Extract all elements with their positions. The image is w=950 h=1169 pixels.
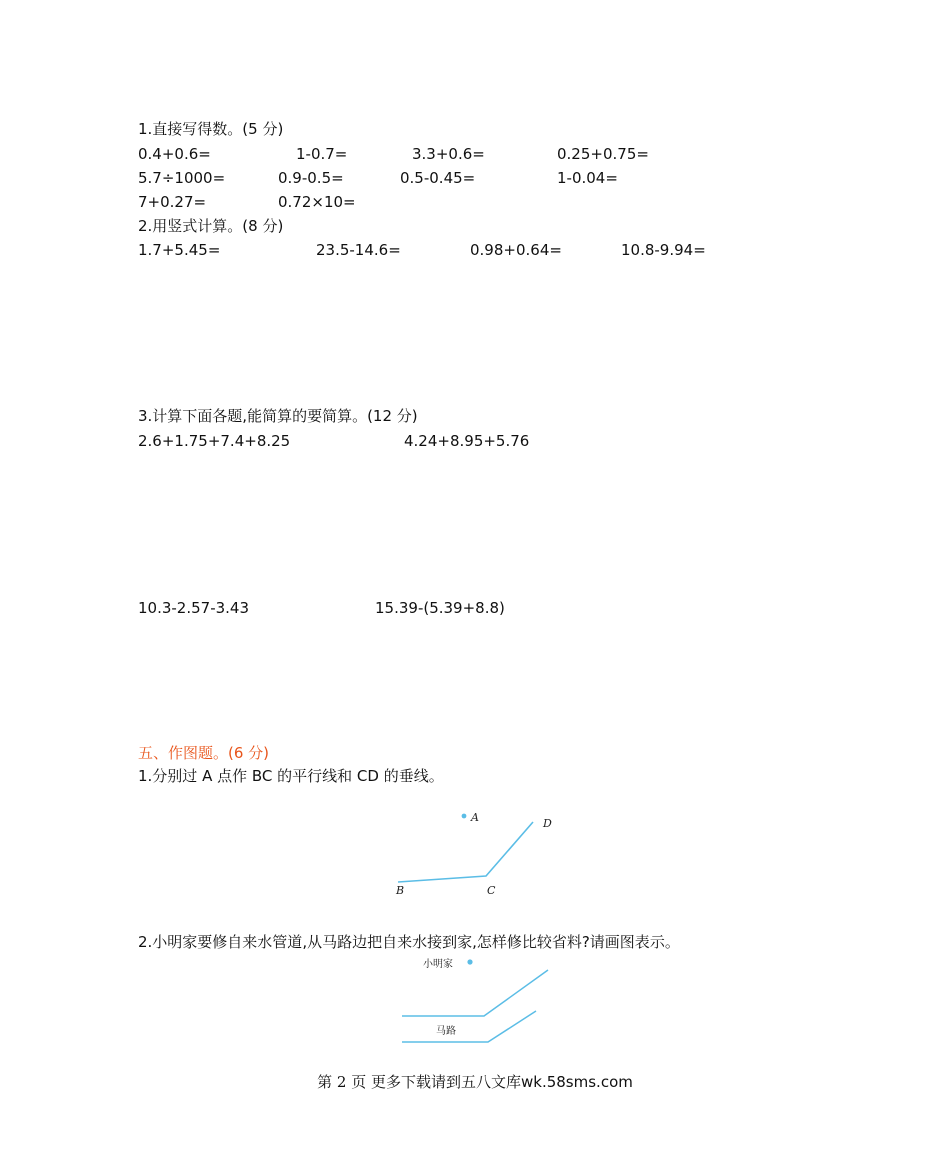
- section5-heading: 五、作图题。(6 分): [138, 744, 270, 762]
- q2-item: 1.7+5.45=: [138, 241, 221, 259]
- q3-item: 4.24+8.95+5.76: [404, 432, 530, 450]
- label-a: A: [471, 811, 479, 824]
- q3-item: 2.6+1.75+7.4+8.25: [138, 432, 291, 450]
- draw-q2-text: 2.小明家要修自来水管道,从马路边把自来水接到家,怎样修比较省料?请画图表示。: [138, 933, 680, 951]
- q3-item: 10.3-2.57-3.43: [138, 599, 250, 617]
- site-link[interactable]: wk.58sms.com: [521, 1073, 633, 1091]
- q1-item: 0.4+0.6=: [138, 145, 211, 163]
- q3-title: 3.计算下面各题,能简算的要简算。(12 分): [138, 407, 418, 425]
- segment-b-c-d: [398, 822, 533, 882]
- draw-q1-text: 1.分别过 A 点作 BC 的平行线和 CD 的垂线。: [138, 767, 444, 785]
- q2-title: 2.用竖式计算。(8 分): [138, 217, 284, 235]
- q1-item: 7+0.27=: [138, 193, 207, 211]
- q2-item: 0.98+0.64=: [470, 241, 562, 259]
- home-dot: [467, 959, 472, 964]
- download-note: 更多下载请到五八文库: [366, 1073, 521, 1091]
- q2-item: 10.8-9.94=: [621, 241, 706, 259]
- point-a-dot: [462, 814, 467, 819]
- q1-item: 1-0.7=: [296, 145, 348, 163]
- page-number: 第 2 页: [317, 1073, 367, 1091]
- home-label: 小明家: [423, 959, 453, 970]
- road-home-figure: [396, 953, 556, 1048]
- q1-item: 0.25+0.75=: [557, 145, 649, 163]
- road-upper-edge: [402, 970, 548, 1016]
- road-label: 马路: [436, 1026, 456, 1037]
- q1-item: 1-0.04=: [557, 169, 618, 187]
- q1-title: 1.直接写得数。(5 分): [138, 120, 284, 138]
- q1-item: 0.72×10=: [278, 193, 356, 211]
- q1-item: 3.3+0.6=: [412, 145, 485, 163]
- label-c: C: [487, 884, 496, 897]
- q1-item: 0.9-0.5=: [278, 169, 344, 187]
- q1-item: 0.5-0.45=: [400, 169, 476, 187]
- page-footer: [0, 1072, 950, 1092]
- label-b: B: [396, 884, 405, 897]
- q2-item: 23.5-14.6=: [316, 241, 401, 259]
- label-d: D: [543, 817, 552, 830]
- parallel-perpendicular-figure: [390, 806, 560, 900]
- q1-item: 5.7÷1000=: [138, 169, 226, 187]
- q3-item: 15.39-(5.39+8.8): [375, 599, 505, 617]
